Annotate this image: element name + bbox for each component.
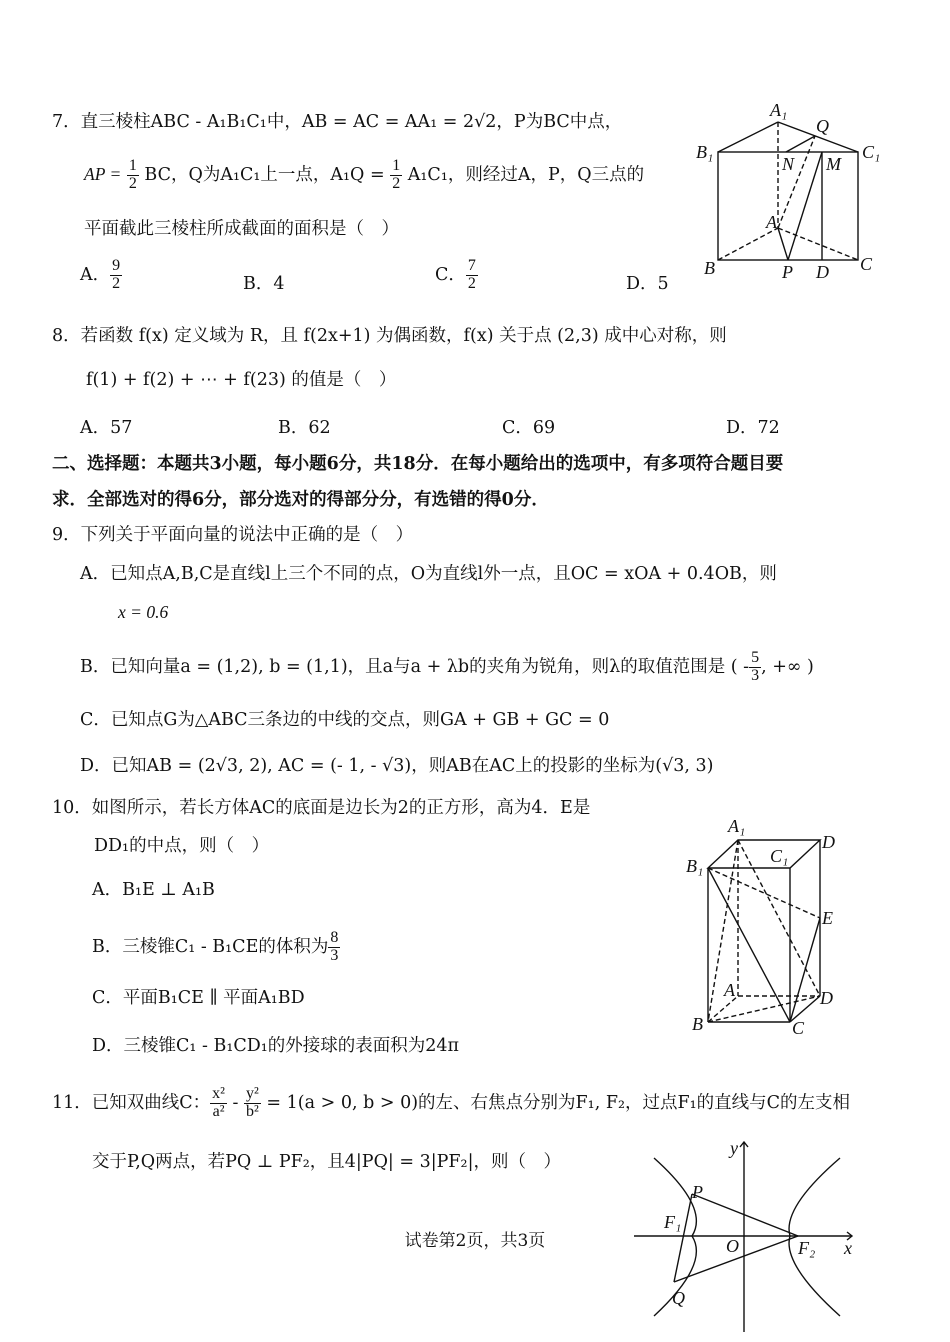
label-c: C — [860, 254, 873, 274]
label-p: P — [692, 1182, 703, 1202]
label-d: D — [816, 262, 829, 282]
label-f1: F₁ — [664, 1212, 682, 1232]
label-x: x — [844, 1238, 852, 1258]
q7-line2 — [84, 158, 644, 193]
q9-option-a-line2: x = 0.6 — [118, 602, 169, 622]
label-n: N — [782, 154, 795, 174]
q8-line2: f(1) + f(2) + ⋯ + f(23) 的值是（ ） — [86, 370, 397, 390]
q7-line2-a: AP = — [84, 163, 122, 184]
q7-option-a: A． $\frac{9}{2}$ — [80, 257, 121, 292]
edge-ce — [790, 918, 820, 1022]
label-a: A — [724, 980, 735, 1000]
q7-line2-frac: $\frac{1}{2}$ — [128, 157, 137, 192]
edge-ap — [778, 228, 788, 260]
q7-line2-b: BC，Q为A₁C₁上一点，A₁Q = — [144, 164, 385, 185]
q7-line2-frac2: $\frac{1}{2}$ — [392, 157, 401, 192]
q8-line1: 8．若函数 f(x) 定义域为 R，且 f(2x+1) 为偶函数，f(x) 关于点 (2,3) 成中心对称，则 — [52, 326, 727, 346]
label-b: B — [692, 1014, 703, 1034]
section2-line2: 求．全部选对的得6分，部分选对的得部分分，有选错的得0分． — [52, 490, 549, 510]
label-m: M — [826, 154, 841, 174]
q11-line2: 交于P,Q两点，若PQ ⊥ PF₂，且4|PQ| = 3|PF₂|，则（ ） — [92, 1152, 561, 1172]
label-a1: A₁ — [728, 816, 746, 836]
q10-line2: DD₁的中点，则（ ） — [94, 836, 270, 856]
edge-b1e — [708, 868, 820, 918]
label-q: Q — [816, 116, 829, 136]
q7-line3: 平面截此三棱柱所成截面的面积是（ ） — [84, 219, 399, 239]
q10-option-a: A．B₁E ⊥ A₁B — [92, 880, 215, 900]
label-b1: B₁ — [696, 142, 714, 162]
q8-option-c: C．69 — [502, 418, 556, 438]
q7-prism-figure — [690, 96, 890, 286]
q9-option-a-line1: A．已知点A,B,C是直线l上三个不同的点，O为直线l外一点，且OC = xOA + 0.4OB，则 — [80, 564, 777, 584]
edge-nq — [786, 136, 815, 152]
label-d1: D — [822, 832, 835, 852]
page-footer: 试卷第2页，共3页 — [404, 1231, 546, 1251]
q9-stem: 9．下列关于平面向量的说法中正确的是（ ） — [52, 525, 414, 545]
label-a: A — [766, 212, 777, 232]
label-p: P — [782, 262, 793, 282]
edge-ba — [718, 228, 778, 260]
label-o: O — [726, 1236, 739, 1256]
q10-line1: 10．如图所示，若长方体AC的底面是边长为2的正方形，高为4．E是 — [52, 798, 591, 818]
q8-option-d: D．72 — [726, 418, 780, 438]
label-q: Q — [672, 1288, 685, 1308]
label-e: E — [822, 908, 833, 928]
q7-option-c: C． $\frac{7}{2}$ — [435, 257, 476, 292]
label-f2: F₂ — [798, 1238, 816, 1258]
q7-option-b: B．4 — [243, 274, 285, 294]
q11-line1: 11．已知双曲线C： $\frac{\text{x²}}{\text{a²}}$ - $\frac{\text{y²}}{\text{b²}}$ = 1(a > 0, b > 0)的左、右焦点分别为F₁, F₂，过点F₁的直线与C的左支相 — [52, 1085, 851, 1120]
label-c1: C₁ — [862, 142, 881, 162]
q8-option-a: A．57 — [80, 418, 133, 438]
label-b1: B₁ — [686, 856, 704, 876]
q10-option-d: D．三棱锥C₁ - B₁CD₁的外接球的表面积为24π — [92, 1036, 460, 1056]
q10-option-c: C．平面B₁CE ∥ 平面A₁BD — [92, 988, 305, 1008]
label-a1: A₁ — [770, 100, 788, 120]
label-d: D — [820, 988, 833, 1008]
q8-option-b: B．62 — [278, 418, 331, 438]
q9-option-d: D．已知AB = (2√3, 2), AC = (- 1, - √3)，则AB在AC上的投影的坐标为(√3, 3) — [80, 756, 714, 776]
q10-cuboid-figure — [680, 812, 850, 1042]
edge-b1a1 — [718, 122, 778, 152]
section2-line1: 二、选择题：本题共3小题，每小题6分，共18分．在每小题给出的选项中，有多项符合题目要 — [52, 454, 784, 474]
label-y: y — [730, 1138, 738, 1158]
q7-option-d: D．5 — [626, 274, 669, 294]
label-b: B — [704, 258, 715, 278]
q7-line2-c: A₁C₁，则经过A，P，Q三点的 — [407, 164, 645, 185]
q10-option-b: B．三棱锥C₁ - B₁CE的体积为 $\frac{8}{3}$ — [92, 929, 339, 964]
q7-line1: 7．直三棱柱ABC - A₁B₁C₁中，AB = AC = AA₁ = 2√2，P为BC中点， — [52, 112, 623, 132]
q9-option-b: B．已知向量a = (1,2), b = (1,1)，且a与a + λb的夹角为锐角，则λ的取值范围是 ( - $\frac{5}{3}$ , +∞ ) — [80, 649, 814, 684]
label-c1: C₁ — [770, 846, 789, 866]
cuboid-top-face — [708, 840, 820, 868]
q9-option-c: C．已知点G为△ABC三条边的中线的交点，则GA + GB + GC = 0 — [80, 710, 610, 730]
edge-aq — [778, 136, 815, 228]
label-c: C — [792, 1018, 805, 1038]
